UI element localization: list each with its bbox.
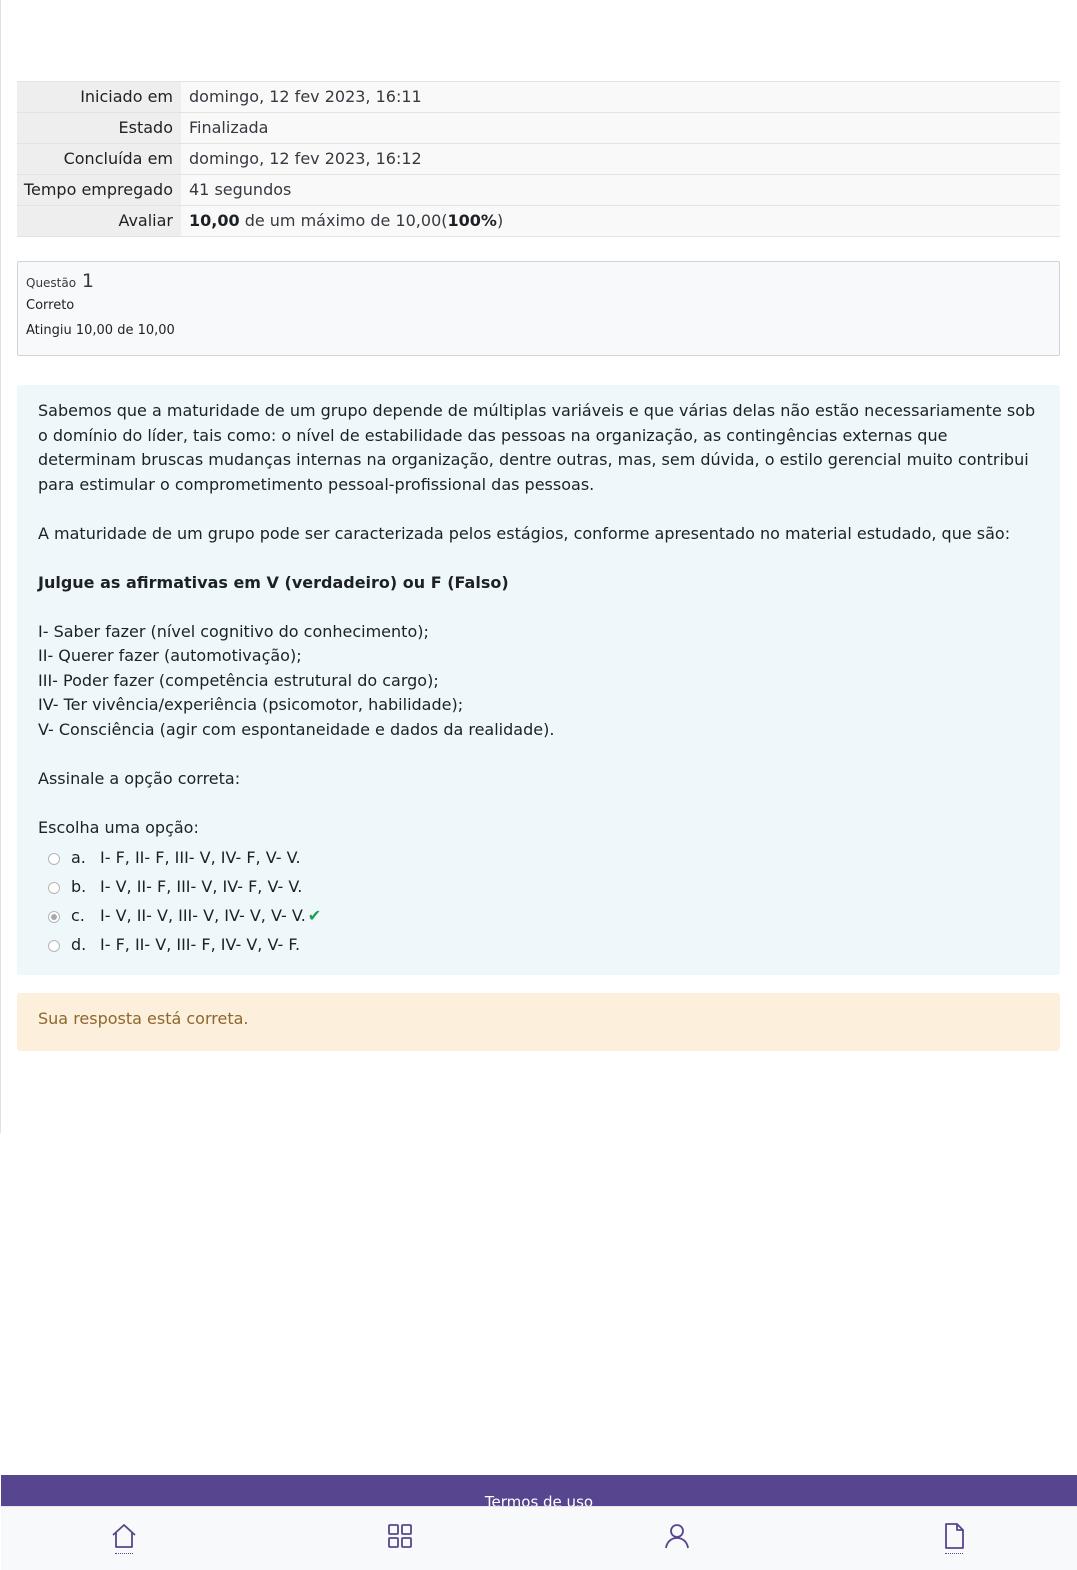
answer-option-a[interactable]: [38, 844, 1039, 873]
terms-of-use-link[interactable]: Termos de uso: [484, 1493, 594, 1506]
question-number: [26, 270, 1051, 292]
grade-value: [181, 206, 1060, 236]
question-prefix: Questão: [26, 276, 77, 290]
summary-label: Estado: [17, 113, 181, 143]
summary-label: Tempo empregado: [17, 175, 181, 205]
option-text: I- V, II- V, III- V, IV- V, V- V.: [100, 906, 306, 926]
grade-close: ): [496, 211, 504, 230]
summary-label: Concluída em: [17, 144, 181, 174]
summary-row-grade: [17, 206, 1060, 237]
user-icon: [662, 1521, 692, 1551]
statement-item: V- Consciência (agir com espontaneidade e dados da realidade).: [38, 719, 555, 739]
summary-label: Avaliar: [17, 206, 181, 236]
summary-label: Iniciado em: [17, 82, 181, 112]
answer-option-b[interactable]: [38, 873, 1039, 902]
home-icon: [109, 1521, 139, 1551]
summary-value: Finalizada: [181, 113, 1060, 143]
summary-value: domingo, 12 fev 2023, 16:11: [181, 82, 1060, 112]
summary-value: 41 segundos: [181, 175, 1060, 205]
summary-row-time-taken: [17, 175, 1060, 206]
statement-item: I- Saber fazer (nível cognitivo do conhecimento);: [38, 621, 429, 641]
nav-dashboard[interactable]: [385, 1521, 415, 1551]
grade-score: 10,00: [189, 211, 240, 230]
footer-band: [1, 1475, 1077, 1506]
answer-option-c[interactable]: [38, 902, 1039, 931]
choose-option-label: Escolha uma opção:: [38, 817, 199, 837]
option-letter: a.: [71, 848, 86, 868]
summary-row-state: [17, 113, 1060, 144]
option-text: I- F, II- F, III- V, IV- F, V- V.: [100, 848, 301, 868]
grid-icon: [385, 1521, 415, 1551]
attempt-summary-table: [17, 81, 1060, 237]
statement-item: III- Poder fazer (competência estrutural do cargo);: [38, 670, 439, 690]
option-letter: b.: [71, 877, 87, 897]
question-number-value: 1: [81, 270, 95, 292]
radio-button[interactable]: [48, 853, 60, 865]
summary-row-completed: [17, 144, 1060, 175]
radio-button[interactable]: [48, 940, 60, 952]
question-content: [17, 385, 1060, 975]
page-left-border: [0, 0, 1, 1133]
question-grade: Atingiu 10,00 de 10,00: [26, 323, 175, 338]
answer-feedback: [17, 993, 1060, 1051]
correct-check-icon: ✔: [307, 906, 322, 926]
bottom-navigation: [1, 1506, 1077, 1570]
option-text: I- V, II- F, III- V, IV- F, V- V.: [100, 877, 303, 897]
question-prompt: Assinale a opção correta:: [38, 768, 241, 788]
question-context: A maturidade de um grupo pode ser caracterizada pelos estágios, conforme apresentado no material estudado, que são:: [38, 523, 1011, 543]
summary-row-started: [17, 82, 1060, 113]
feedback-text: Sua resposta está correta.: [38, 1009, 249, 1028]
question-intro: Sabemos que a maturidade de um grupo depende de múltiplas variáveis e que várias delas não estão necessariamente sob o domínio do líder, tais como: o nível de estabilidade das pessoas na organização, as contingências externas que determinam bruscas mudanças internas na organização, dentre outras, mas, sem dúvida, o estilo gerencial muito contribui para estimular o comprometimento pessoal-profissional das pessoas.: [38, 401, 1036, 494]
nav-profile[interactable]: [662, 1521, 692, 1551]
question-instruction: Julgue as afirmativas em V (verdadeiro) ou F (Falso): [38, 572, 509, 592]
summary-value: domingo, 12 fev 2023, 16:12: [181, 144, 1060, 174]
grade-max-text: de um máximo de 10,00(: [239, 211, 448, 230]
radio-button-selected[interactable]: [48, 911, 60, 923]
option-letter: d.: [71, 935, 87, 955]
document-icon: [939, 1521, 969, 1551]
statement-item: II- Querer fazer (automotivação);: [38, 646, 302, 665]
question-info-box: [17, 261, 1060, 356]
radio-button[interactable]: [48, 882, 60, 894]
nav-home[interactable]: [109, 1521, 139, 1551]
option-letter: c.: [71, 906, 85, 926]
grade-percent: 100%: [447, 211, 497, 230]
nav-documents[interactable]: [939, 1521, 969, 1551]
option-text: I- F, II- V, III- F, IV- V, V- F.: [100, 935, 301, 955]
question-state: Correto: [26, 298, 75, 313]
statement-item: IV- Ter vivência/experiência (psicomotor, habilidade);: [38, 695, 464, 714]
answer-options: [38, 844, 1039, 960]
answer-option-d[interactable]: [38, 931, 1039, 960]
